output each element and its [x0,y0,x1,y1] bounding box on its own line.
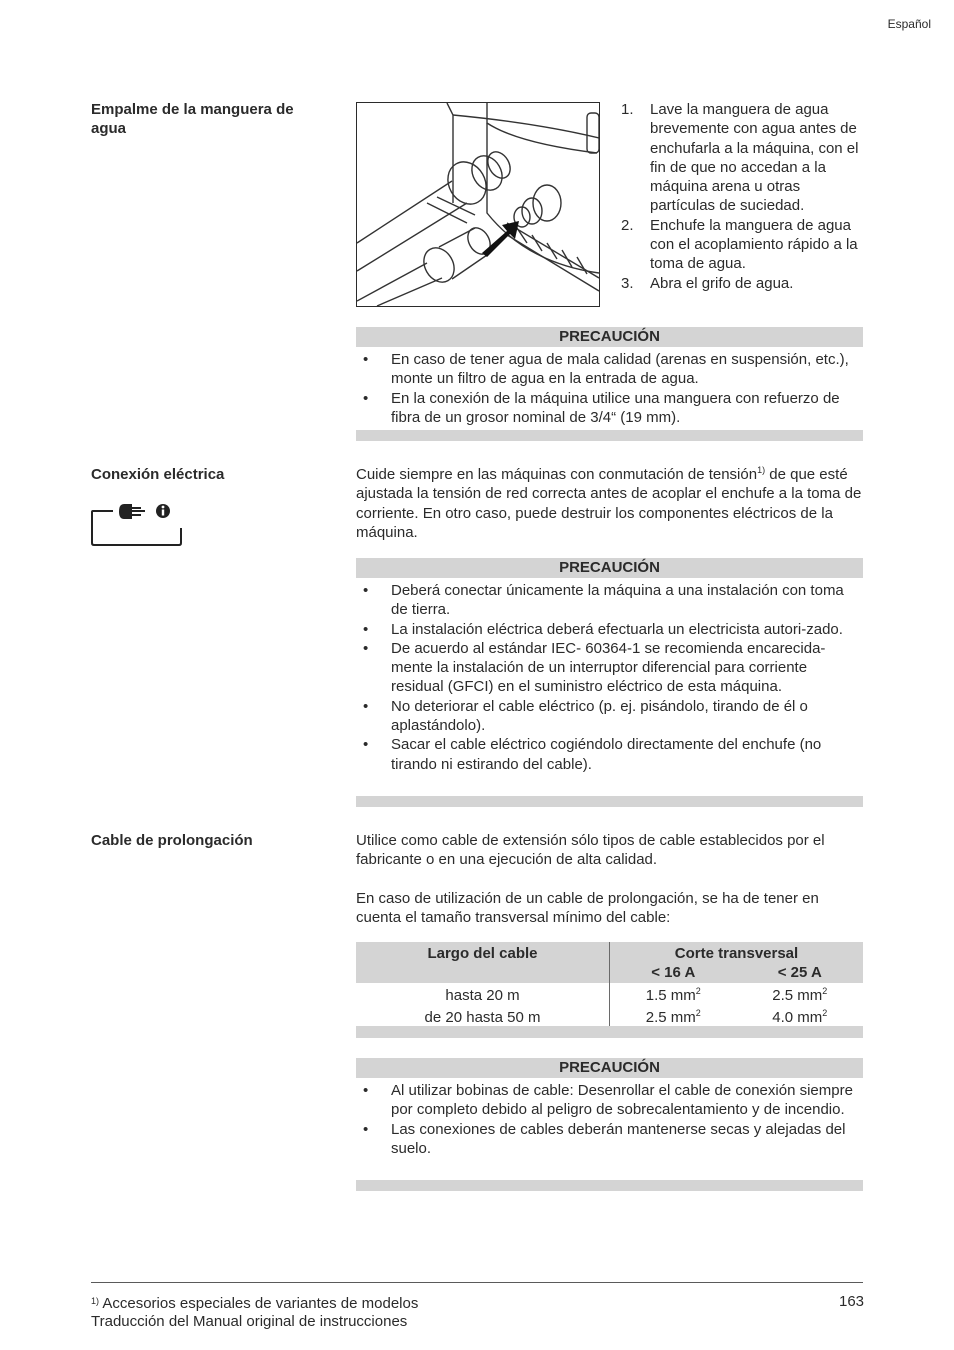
cell-16a-value: 2.5 mm [645,1008,696,1026]
table-header-row [356,942,863,983]
step-number: 3. [621,274,634,292]
header-25a: < 25 A [777,964,822,982]
table-end-bar [356,1026,863,1038]
electric-intro-text: Cuide siempre en las máquinas con conmutación de tensión [356,466,758,483]
footnote-mark: 1) [91,1296,100,1306]
cell-16a-exp: 2 [695,1007,701,1018]
caution-title-water: PRECAUCIÓN [356,327,863,347]
caution-list-water [356,350,863,427]
cable-table [356,942,863,1029]
header-cross-section-label: Corte transversal [674,945,799,962]
cell-25a-exp: 2 [822,1007,828,1018]
step-text: Abra el grifo de agua. [650,274,794,292]
header-cable-length: Largo del cable [356,942,610,983]
plug-voltage-icon [91,502,183,547]
extension-heading: Cable de prolongación [91,832,253,849]
electric-intro [356,465,863,542]
caution-end-bar [356,796,863,807]
cell-25a-value: 2.5 mm [772,986,823,1004]
step-text: Lave la manguera de agua brevemente con agua antes de enchufarla a la máquina, con el fin de que no accedan a la máquina arena u otras partículas de suciedad. [650,101,859,215]
caution-item: • No deteriorar el cable eléctrico (p. ej. pisándolo, tirando de él o aplastándolo). [356,697,863,736]
cell-25a-value: 4.0 mm [772,1008,823,1026]
footer-subtitle: Traducción del Manual original de instrucciones [91,1313,408,1330]
caution-item: • En caso de tener agua de mala calidad (arenas en suspensión, etc.), monte un filtro de agua en la entrada de agua. [356,350,863,389]
page-number: 163 [839,1293,865,1310]
footer-footnote [91,1292,418,1313]
step-item [621,100,861,216]
water-hose-heading: Empalme de la manguera de agua [91,101,294,138]
cell-16a-exp: 2 [695,985,701,996]
footnote-text: Accesorios especiales de variantes de modelos [99,1295,419,1312]
caution-item: • Al utilizar bobinas de cable: Desenrollar el cable de conexión siempre por completo debido al peligro de sobrecalentamiento y de incendio. [356,1081,863,1120]
caution-item: • De acuerdo al estándar IEC- 60364-1 se recomienda encarecida-mente la instalación de un interruptor diferencial para corriente residual (GFCI) en el suministro eléctrico de esta máquina. [356,639,863,697]
cell-16a [610,986,737,1005]
header-16a: < 16 A [651,964,696,982]
caution-item: • En la conexión de la máquina utilice una manguera con refuerzo de fibra de un grosor nominal de 3/4“ (19 mm). [356,389,863,428]
cell-values [610,983,864,1005]
caution-list-electric [356,581,863,774]
hose-connection-illustration [356,102,600,307]
header-amperage-row [610,963,863,982]
step-item [621,274,861,293]
table-row [356,983,863,1005]
caution-item: • Sacar el cable eléctrico cogiéndolo directamente del enchufe (no tirando ni estirando del cable). [356,735,863,774]
extension-para-2: En caso de utilización de un cable de prolongación, se ha de tener en cuenta el tamaño transversal mínimo del cable: [356,890,819,927]
header-cross-section [610,942,864,983]
cell-25a [737,986,864,1005]
caution-item: • Deberá conectar únicamente la máquina a una instalación con toma de tierra. [356,581,863,620]
cable-section-table [356,942,863,1029]
footer-divider [91,1282,863,1283]
footnote-ref: 1) [757,465,766,475]
language-label: Español [887,17,931,31]
step-item [621,216,861,274]
caution-list-extension [356,1081,863,1158]
caution-item: • La instalación eléctrica deberá efectuarla un electricista autori-zado. [356,620,863,639]
plug-icon [91,502,183,547]
caution-title-electric: PRECAUCIÓN [356,558,863,578]
cell-16a-value: 1.5 mm [645,986,696,1004]
cell-length: hasta 20 m [356,983,610,1005]
caution-title-extension: PRECAUCIÓN [356,1058,863,1078]
hose-connection-drawing [357,103,599,306]
cell-length: de 20 hasta 50 m [356,1005,610,1029]
caution-end-bar [356,430,863,441]
hose-steps-list [621,100,861,293]
step-number: 2. [621,216,634,234]
caution-item: • Las conexiones de cables deberán mantenerse secas y alejadas del suelo. [356,1120,863,1159]
extension-para-1: Utilice como cable de extensión sólo tipos de cable establecidos por el fabricante o en una ejecución de alta calidad. [356,832,825,869]
cell-25a-exp: 2 [822,985,828,996]
caution-end-bar [356,1180,863,1191]
step-number: 1. [621,101,634,118]
step-text: Enchufe la manguera de agua con el acoplamiento rápido a la toma de agua. [650,216,858,273]
cell-25a [737,1008,864,1027]
electric-heading: Conexión eléctrica [91,466,225,483]
electric-intro-text-cont: de que esté ajustada la tensión de red correcta antes de acoplar el enchufe a la toma de corriente. En otro caso, puede destruir los componentes eléctricos de la máquina. [356,466,862,541]
cell-16a [610,1008,737,1027]
